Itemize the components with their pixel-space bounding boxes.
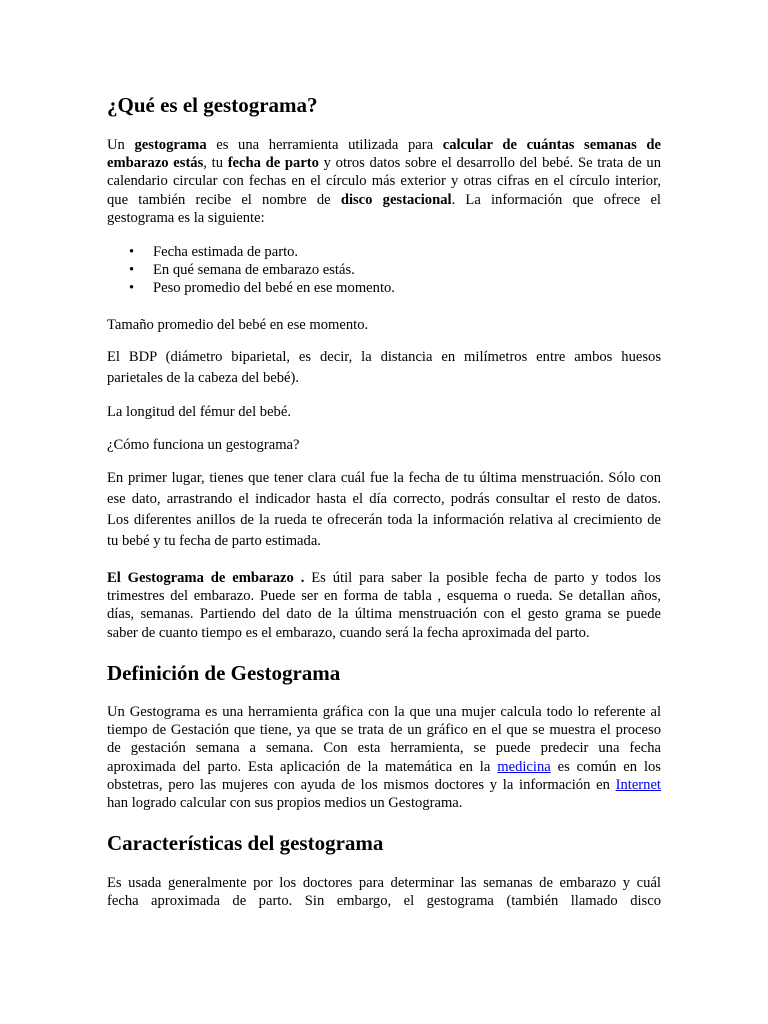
text-run: aproximada del parto. Esta aplicación de la matemática en la	[107, 758, 498, 775]
gesto-line-4: saber de cuanto tiempo es el embarazo, cuando será la fecha aproximada del parto.	[107, 624, 590, 641]
medicina-link[interactable]: medicina	[497, 758, 551, 775]
heading-definicion: Definición de Gestograma	[107, 661, 341, 685]
list-item	[107, 279, 395, 297]
paragraph-bdp	[107, 347, 661, 389]
text-run: es común en los	[550, 758, 661, 775]
internet-link[interactable]: Internet	[615, 776, 661, 793]
paragraph-femur: La longitud del fémur del bebé.	[107, 404, 291, 420]
intro-line-3: calendario circular con fechas en el círculo más exterior y otras cifras en el círculo interior,	[107, 173, 661, 190]
text-run: es una herramienta utilizada para	[206, 137, 443, 153]
def-line-5	[107, 776, 661, 794]
intro-line-2	[107, 154, 661, 172]
heading-caracteristicas: Características del gestograma	[107, 831, 384, 855]
paragraph-caracteristicas	[107, 874, 661, 910]
bold-term-fecha-de-parto: fecha de parto	[227, 155, 319, 172]
car-line-2: fecha aproximada de parto. Sin embargo, el gestograma (también llamado disco	[107, 893, 661, 910]
text-run: y otros datos sobre el desarrollo del bebé. Se trata de un	[318, 155, 661, 172]
bdp-line-1: El BDP (diámetro biparietal, es decir, la distancia en milímetros entre ambos huesos	[107, 349, 661, 365]
list-item-text: En qué semana de embarazo estás.	[153, 262, 355, 278]
text-run: que también recibe el nombre de	[107, 191, 341, 208]
intro-line-4	[107, 191, 661, 209]
text-run: . La información que ofrece el	[451, 191, 661, 208]
list-item-text: Fecha estimada de parto.	[153, 244, 299, 260]
bullet-icon: •	[129, 262, 135, 278]
paragraph-tamano: Tamaño promedio del bebé en ese momento.	[107, 317, 369, 333]
gesto-line-1	[107, 569, 661, 587]
heading-que-es: ¿Qué es el gestograma?	[107, 93, 318, 117]
def-line-3: de gestación semana a semana. Con esta herramienta, se puede predecir una fecha	[107, 740, 661, 757]
car-line-1: Es usada generalmente por los doctores para determinar las semanas de embarazo y cuál	[107, 875, 661, 891]
primer-line-2: ese dato, arrastrando el indicador hasta el día correcto, podrás consultar el resto de datos.	[107, 491, 661, 507]
text-run: , tu	[203, 155, 228, 172]
paragraph-gestograma-embarazo	[107, 569, 661, 642]
list-item	[107, 243, 395, 261]
paragraph-como-funciona: ¿Cómo funciona un gestograma?	[107, 437, 300, 453]
primer-line-4: tu bebé y tu fecha de parto estimada.	[107, 533, 321, 549]
gesto-line-3: días, semanas. Partiendo del dato de la última menstruación con el gesto grama se puede	[107, 606, 661, 623]
bold-phrase: calcular de cuántas semanas de	[442, 137, 661, 153]
text-run: Un	[107, 137, 135, 153]
list-item	[107, 261, 395, 279]
intro-paragraph	[107, 136, 661, 227]
def-line-2: tiempo de Gestación que tiene, ya que se trata de un gráfico en el que se muestra el proceso	[107, 722, 661, 739]
bullet-icon: •	[129, 244, 135, 260]
bold-phrase: embarazo estás	[107, 155, 204, 172]
primer-line-1: En primer lugar, tienes que tener clara cuál fue la fecha de tu última menstruación. Sólo con	[107, 470, 661, 486]
intro-line-1	[107, 136, 661, 154]
def-line-6: han logrado calcular con sus propios medios un Gestograma.	[107, 795, 463, 812]
primer-line-3: Los diferentes anillos de la rueda te ofrecerán toda la información relativa al crecimiento de	[107, 512, 661, 528]
intro-line-5: gestograma es la siguiente:	[107, 209, 265, 226]
bold-term-gestograma: gestograma	[134, 137, 207, 153]
list-item-text: Peso promedio del bebé en ese momento.	[153, 280, 395, 296]
gesto-line-2: trimestres del embarazo. Puede ser en forma de tabla , esquema o rueda. Se detallan años,	[107, 588, 661, 605]
bdp-line-2: parietales de la cabeza del bebé).	[107, 370, 300, 386]
bold-term-disco-gestacional: disco gestacional	[340, 191, 452, 208]
text-run: Es útil para saber la posible fecha de parto y todos los	[304, 570, 661, 586]
def-line-4	[107, 758, 661, 776]
paragraph-primer-lugar	[107, 468, 661, 552]
text-run: obstetras, pero las mujeres con ayuda de los mismos doctores y la información en	[107, 776, 616, 793]
bullet-icon: •	[129, 280, 135, 296]
bold-phrase: El Gestograma de embarazo .	[107, 570, 305, 586]
paragraph-definicion	[107, 703, 661, 812]
def-line-1: Un Gestograma es una herramienta gráfica con la que una mujer calcula todo lo referente al	[107, 704, 661, 720]
info-bullet-list	[107, 243, 395, 297]
